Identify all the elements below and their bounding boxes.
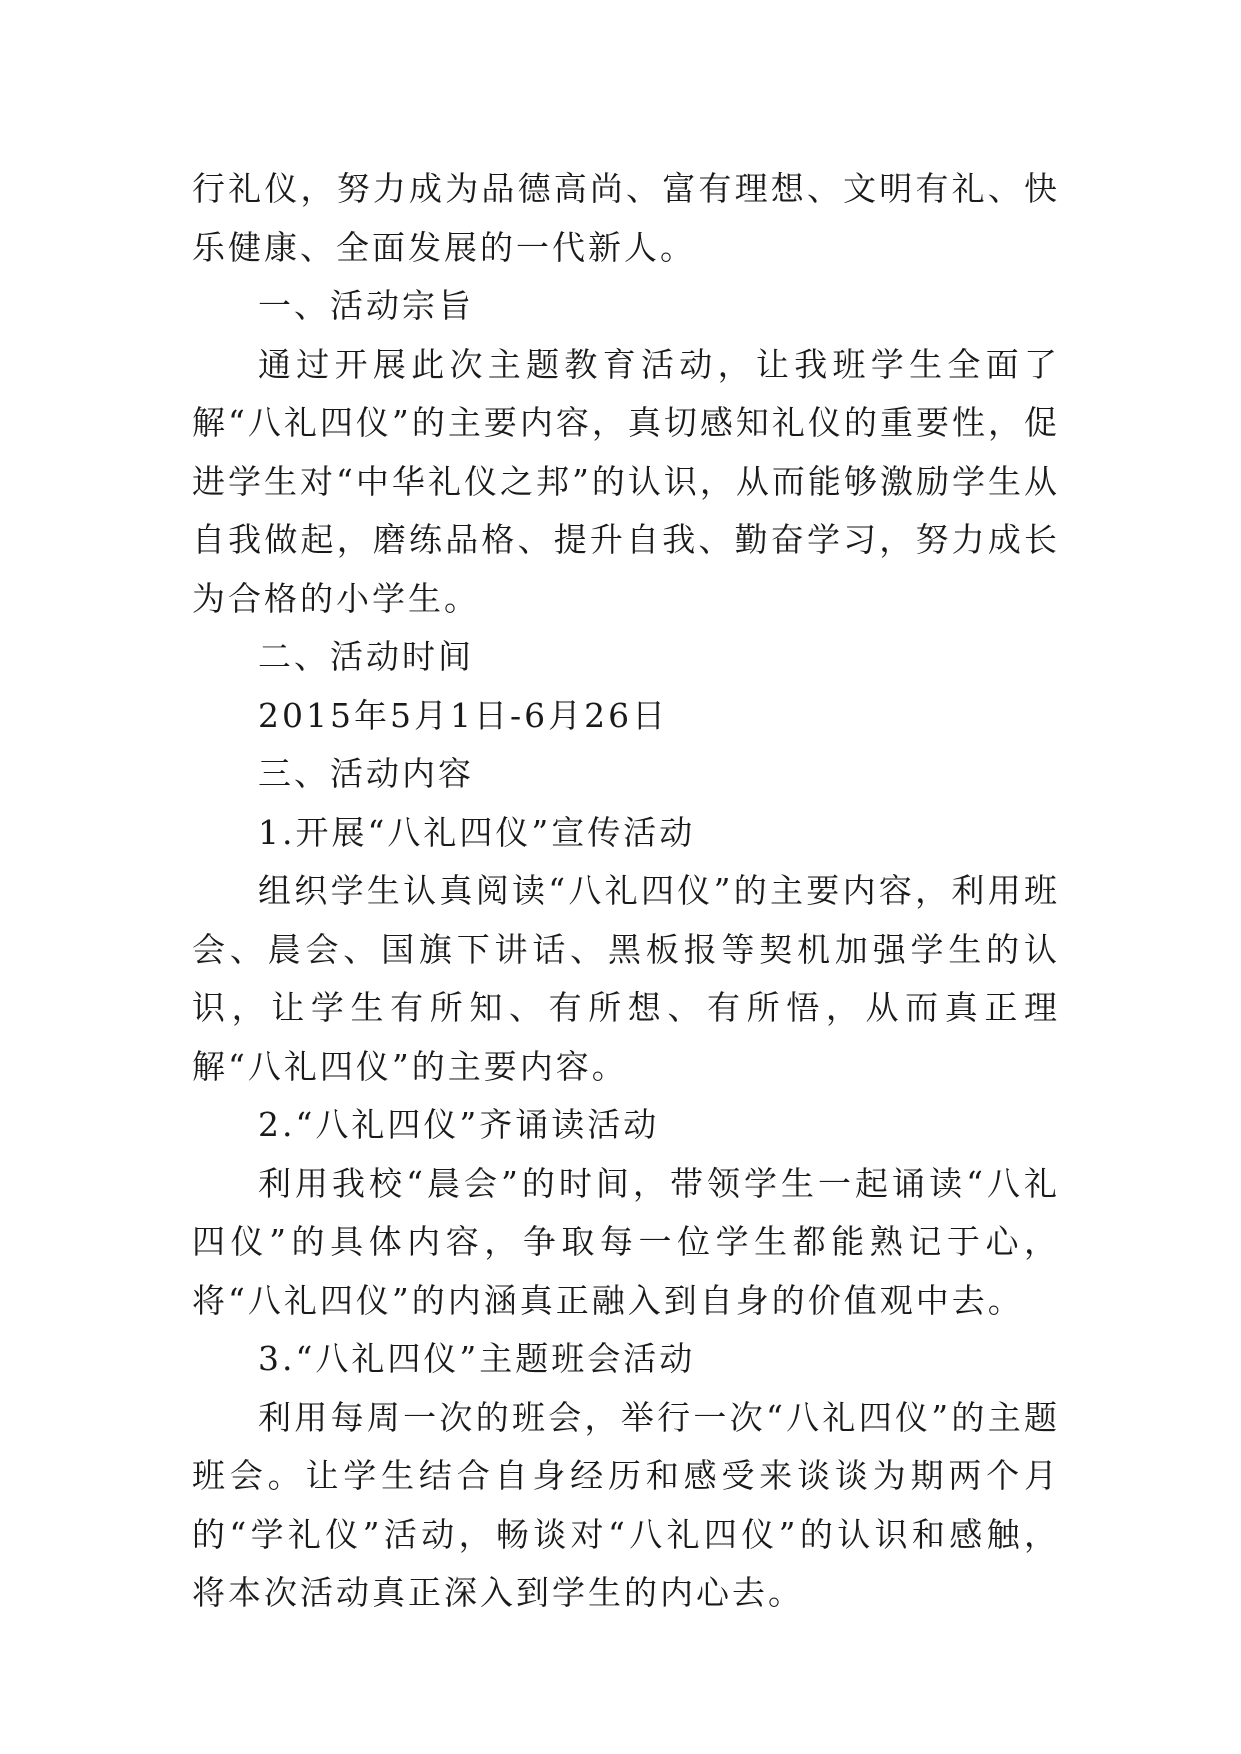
subheading-publicity-activity: 1.开展“八礼四仪”宣传活动 xyxy=(258,812,696,852)
paragraph-class-meeting-activity: 利用每周一次的班会，举行一次“八礼四仪”的主题班会。让学生结合自身经历和感受来谈谈为期两个月的“学礼仪”活动，畅谈对“八礼四仪”的认识和感触，将本次活动真正深入到学生的内心去。 xyxy=(192,1397,1060,1612)
paragraph-recitation-activity: 利用我校“晨会”的时间，带领学生一起诵读“八礼四仪”的具体内容，争取每一位学生都能熟记于心，将“八礼四仪”的内涵真正融入到自身的价值观中去。 xyxy=(192,1163,1060,1320)
paragraph-activity-purpose: 通过开展此次主题教育活动，让我班学生全面了解“八礼四仪”的主要内容，真切感知礼仪的重要性，促进学生对“中华礼仪之邦”的认识，从而能够激励学生从自我做起，磨练品格、提升自我、勤奋学习，努力成长为合格的小学生。 xyxy=(192,344,1060,618)
subheading-class-meeting-activity: 3.“八礼四仪”主题班会活动 xyxy=(258,1339,696,1378)
heading-activity-time: 二、活动时间 xyxy=(258,637,474,676)
paragraph-continuation: 行礼仪，努力成为品德高尚、富有理想、文明有礼、快乐健康、全面发展的一代新人。 xyxy=(192,169,1060,267)
heading-activity-content: 三、活动内容 xyxy=(258,754,474,793)
heading-activity-purpose: 一、活动宗旨 xyxy=(258,286,474,325)
paragraph-publicity-activity: 组织学生认真阅读“八礼四仪”的主要内容，利用班会、晨会、国旗下讲话、黑板报等契机加强学生的认识，让学生有所知、有所想、有所悟，从而真正理解“八礼四仪”的主要内容。 xyxy=(192,871,1060,1086)
subheading-recitation-activity: 2.“八礼四仪”齐诵读活动 xyxy=(258,1105,660,1144)
paragraph-activity-time: 2015年5月1日-6月26日 xyxy=(258,695,669,735)
document-body xyxy=(192,160,1060,1623)
